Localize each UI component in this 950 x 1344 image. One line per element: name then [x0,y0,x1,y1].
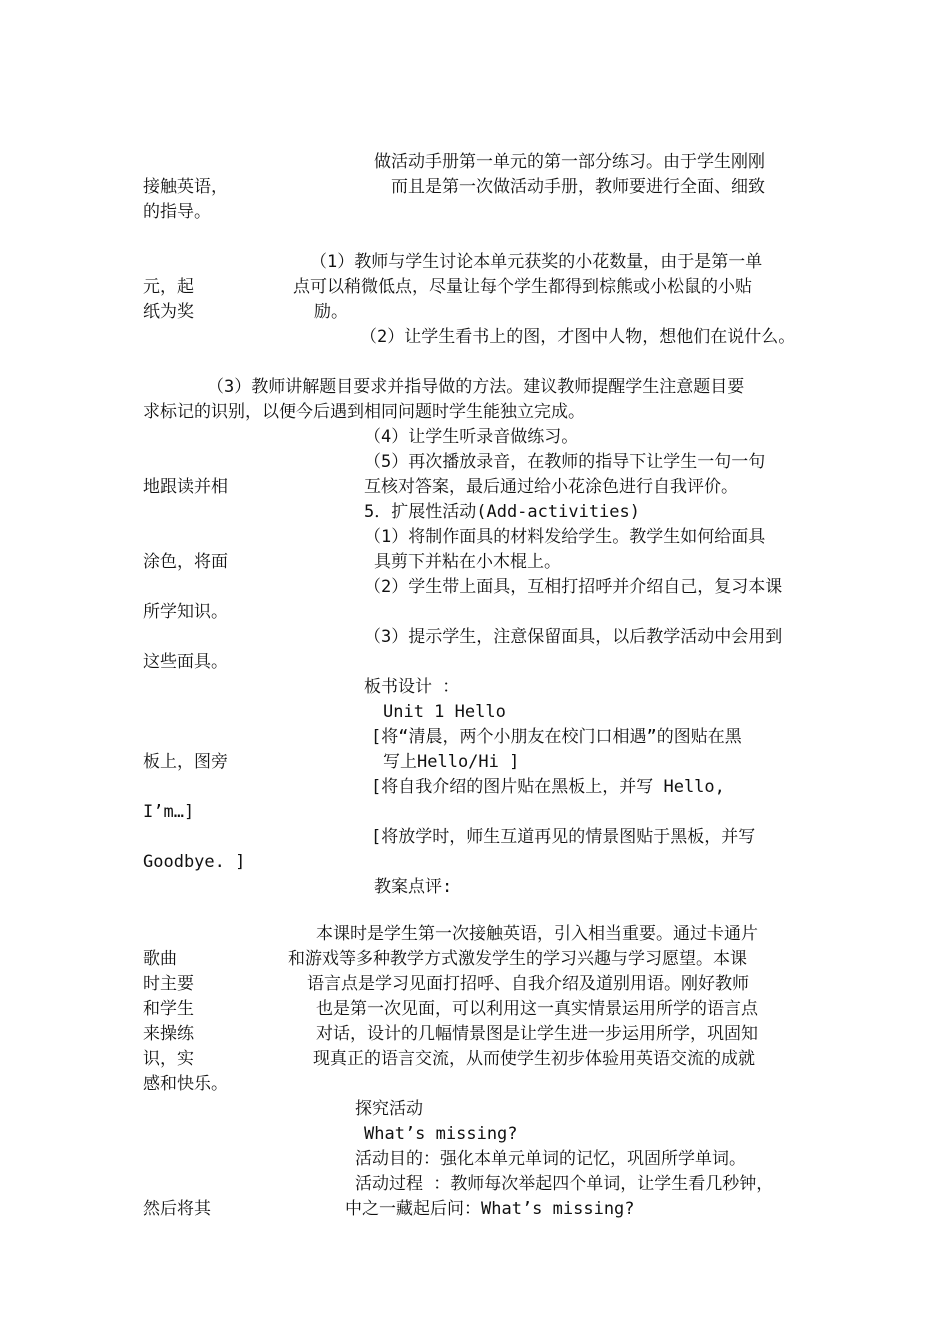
text-line: 励。 [314,302,348,322]
text-line: 感和快乐。 [143,1074,228,1094]
text-line: 活动目的：强化本单元单词的记忆，巩固所学单词。 [355,1149,746,1169]
text-line: 所学知识。 [143,602,228,622]
text-line: 元，起 [143,277,194,297]
text-line: [将“清晨，两个小朋友在校门口相遇”的图贴在黑 [371,727,742,747]
text-line: [将放学时，师生互道再见的情景图贴于黑板，并写 [371,827,756,847]
text-line: 教案点评: [374,877,453,897]
text-line: 而且是第一次做活动手册，教师要进行全面、细致 [391,177,765,197]
text-line: 歌曲 [143,949,177,969]
text-line: 也是第一次见面，可以利用这一真实情景运用所学的语言点 [316,999,758,1019]
text-line: 和游戏等多种教学方式激发学生的学习兴趣与学习愿望。本课 [288,949,747,969]
text-line: [将自我介绍的图片贴在黑板上，并写 Hello, [371,777,725,797]
text-line: I’m…] [143,802,195,822]
text-line: 本课时是学生第一次接触英语，引入相当重要。通过卡通片 [316,924,758,944]
text-line: 接触英语， [143,177,228,197]
text-line: 这些面具。 [143,652,228,672]
text-line: 写上Hello/Hi ] [383,752,520,772]
text-line: 做活动手册第一单元的第一部分练习。由于学生刚刚 [374,152,765,172]
text-line: 具剪下并粘在小木棍上。 [374,552,561,572]
text-line: （5）再次播放录音，在教师的指导下让学生一句一句 [364,452,766,472]
text-line: 5．扩展性活动(Add-activities) [364,502,640,522]
text-line: 点可以稍微低点，尽量让每个学生都得到棕熊或小松鼠的小贴 [293,277,752,297]
text-line: 来操练 [143,1024,194,1044]
text-line: 探究活动 [355,1099,423,1119]
text-line: 和学生 [143,999,194,1019]
text-line: 求标记的识别，以便今后遇到相同问题时学生能独立完成。 [143,402,585,422]
text-line: 板上，图旁 [143,752,228,772]
text-line: 活动过程 ：教师每次举起四个单词，让学生看几秒钟， [355,1174,774,1194]
text-line: What’s missing? [364,1124,518,1144]
text-line: 对话，设计的几幅情景图是让学生进一步运用所学，巩固知 [316,1024,758,1044]
text-line: 中之一藏起后问：What’s missing? [345,1199,635,1219]
text-line: Unit 1 Hello [383,702,506,722]
text-line: 现真正的语言交流，从而使学生初步体验用英语交流的成就 [313,1049,755,1069]
text-line: （1）将制作面具的材料发给学生。教学生如何给面具 [364,527,766,547]
text-line: 互核对答案，最后通过给小花涂色进行自我评价。 [364,477,738,497]
text-line: 纸为奖 [143,302,194,322]
text-line: 语言点是学习见面打招呼、自我介绍及道别用语。刚好教师 [307,974,749,994]
text-line: （2）让学生看书上的图，才图中人物，想他们在说什么。 [360,327,796,347]
text-line: 识，实 [143,1049,194,1069]
text-line: 涂色，将面 [143,552,228,572]
text-line: （3）提示学生，注意保留面具，以后教学活动中会用到 [364,627,783,647]
text-line: （4）让学生听录音做练习。 [364,427,579,447]
text-line: 地跟读并相 [143,477,228,497]
text-line: （3）教师讲解题目要求并指导做的方法。建议教师提醒学生注意题目要 [207,377,745,397]
text-line: 的指导。 [143,202,211,222]
text-line: （2）学生带上面具，互相打招呼并介绍自己，复习本课 [364,577,783,597]
text-line: 然后将其 [143,1199,211,1219]
text-line: （1）教师与学生讨论本单元获奖的小花数量，由于是第一单 [310,252,763,272]
text-line: 时主要 [143,974,194,994]
text-line: 板书设计 ： [364,677,460,697]
text-line: Goodbye. ] [143,852,246,872]
